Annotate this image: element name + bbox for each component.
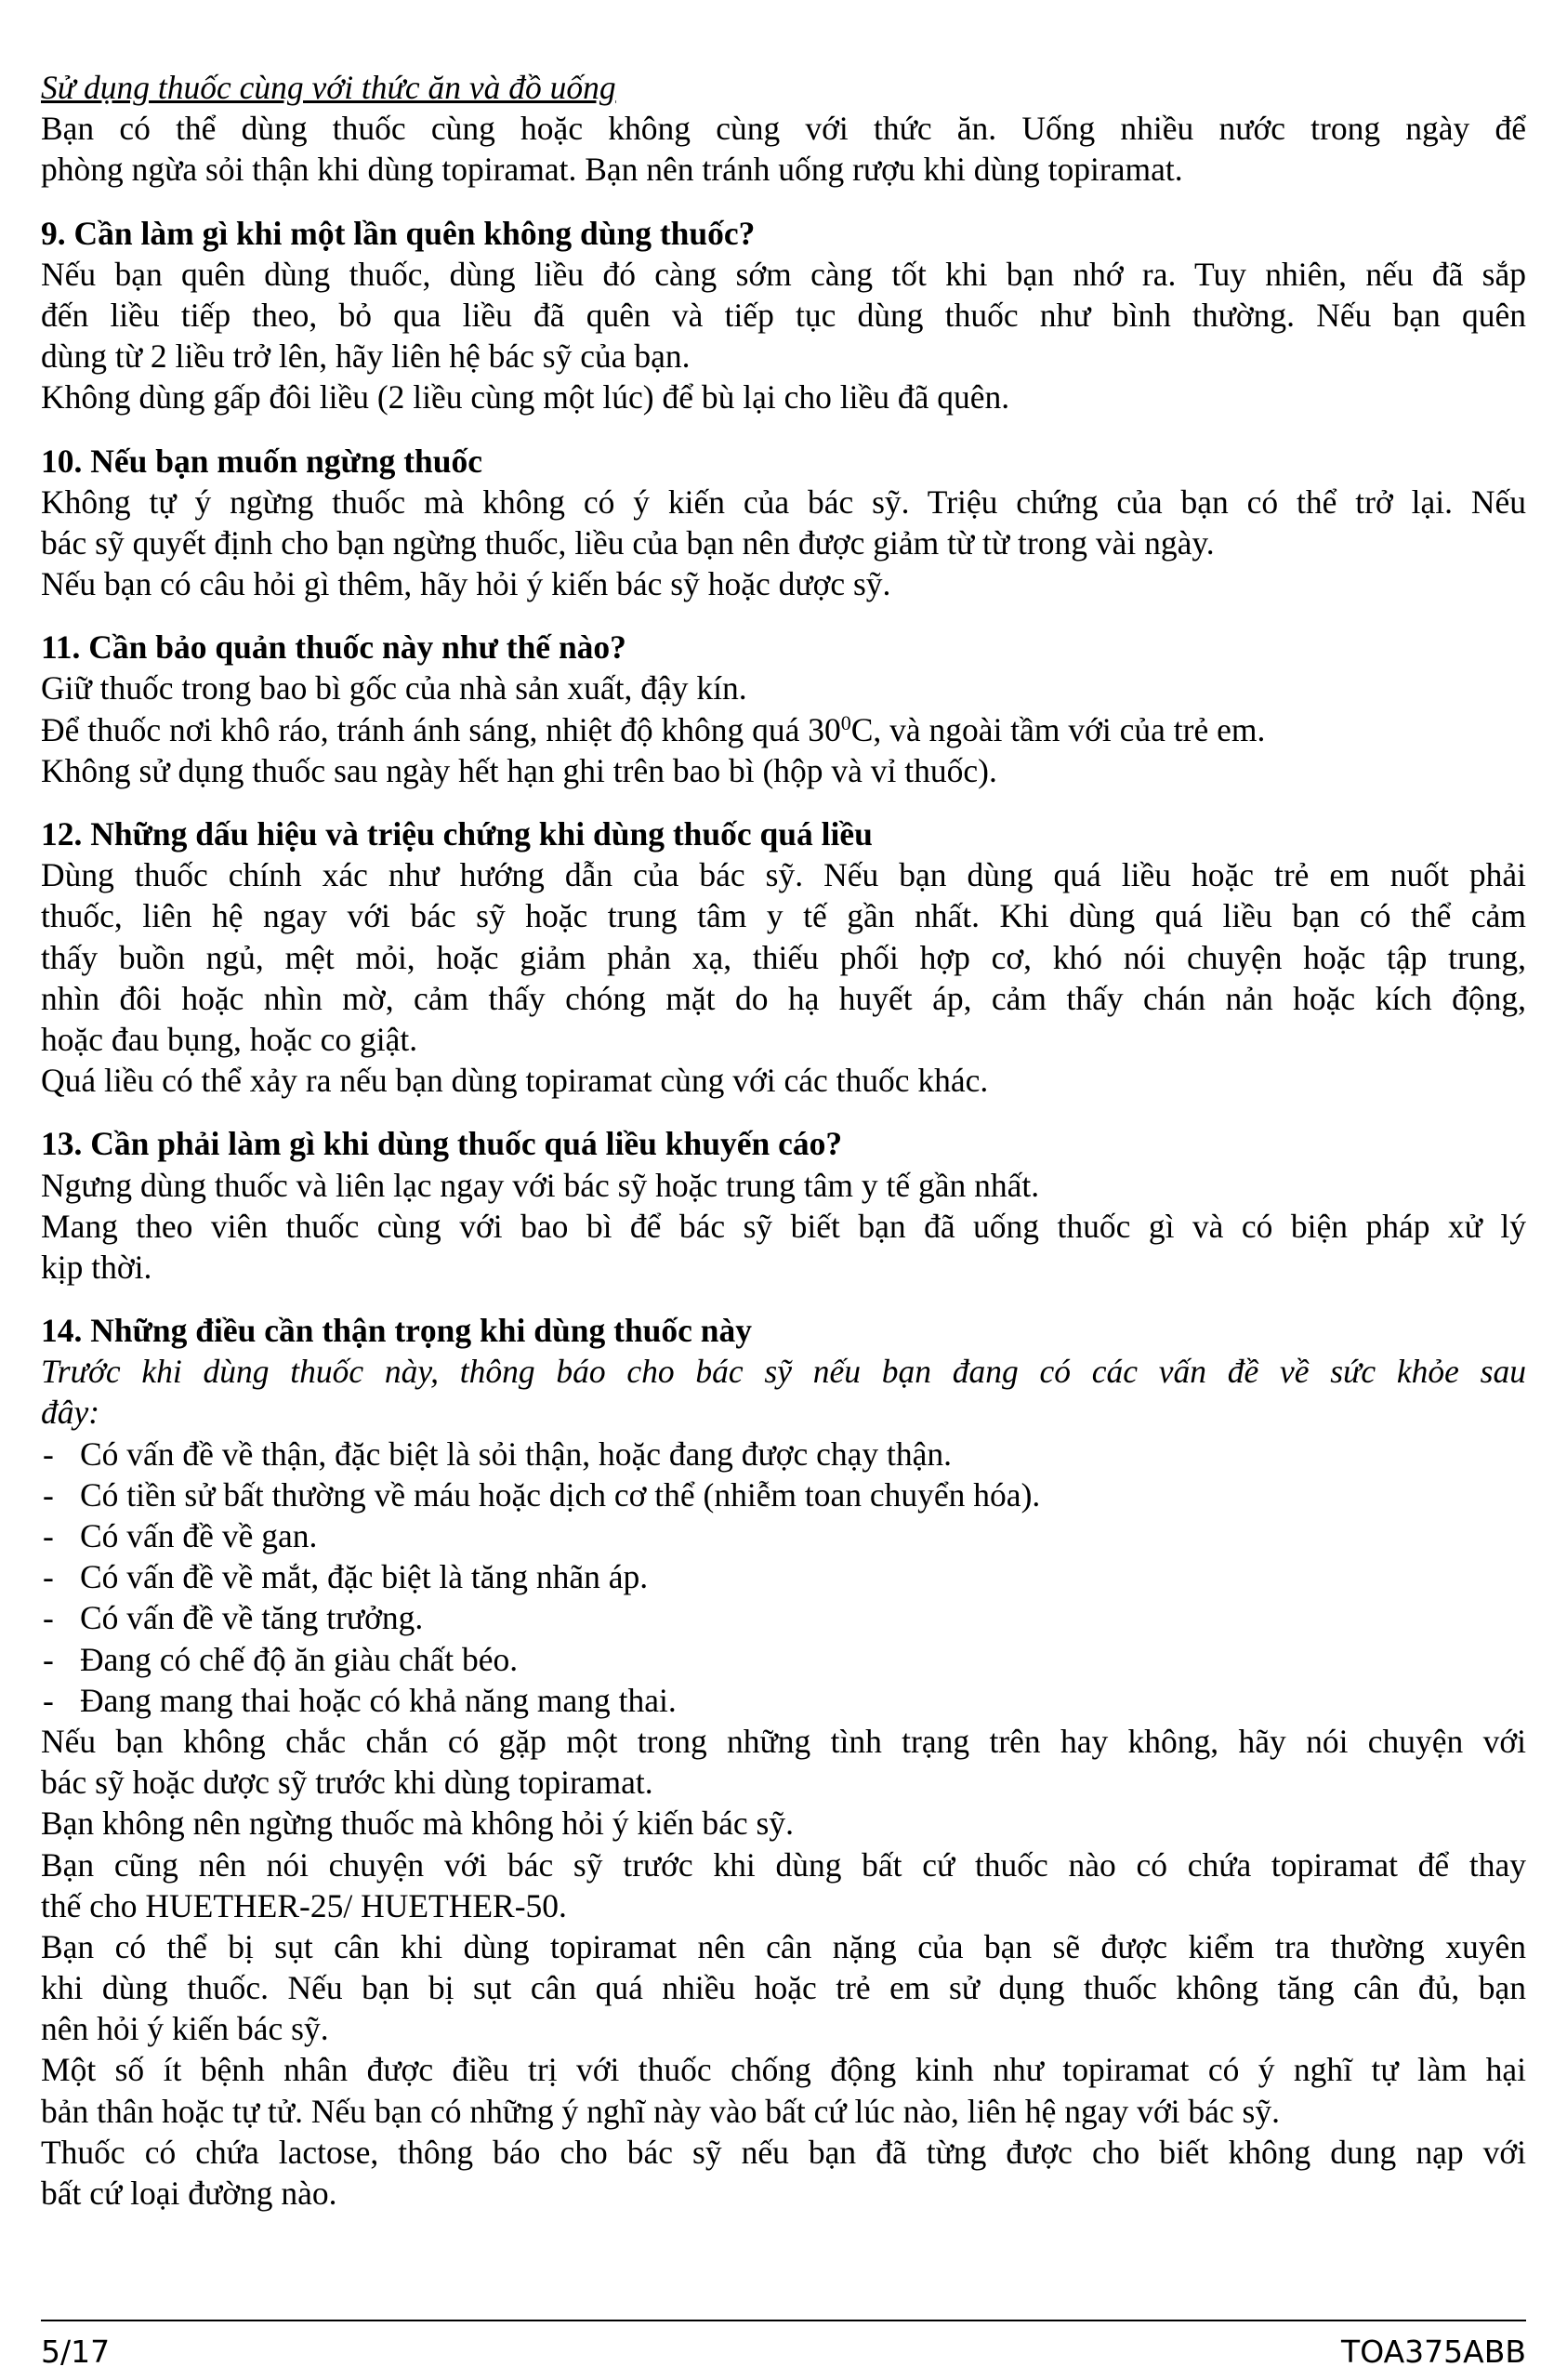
paragraph-line: hoặc đau bụng, hoặc co giật.: [41, 1020, 418, 1058]
paragraph-line: Bạn không nên ngừng thuốc mà không hỏi ý kiến bác sỹ.: [41, 1805, 794, 1843]
bullet-dash: -: [43, 1517, 54, 1554]
bullet-dash: -: [43, 1681, 54, 1719]
paragraph-line: Nếu bạn quên dùng thuốc, dùng liều đó càng sớm càng tốt khi bạn nhớ ra. Tuy nhiên, nếu đã sắp: [41, 255, 1526, 293]
list-item: [41, 1597, 1526, 1638]
paragraph-line: Không sử dụng thuốc sau ngày hết hạn ghi trên bao bì (hộp và vỉ thuốc).: [41, 751, 997, 789]
paragraph-line: Nếu bạn không chắc chắn có gặp một trong những tình trạng trên hay không, hãy nói chuyện với: [41, 1722, 1526, 1760]
paragraph-line: khi dùng thuốc. Nếu bạn bị sụt cân quá nhiều hoặc trẻ em sử dụng thuốc không tăng cân đủ, bạn: [41, 1969, 1526, 2007]
paragraph-line: Không dùng gấp đôi liều (2 liều cùng một lúc) để bù lại cho liều đã quên.: [41, 378, 1010, 416]
document-code: TOA375ABB: [1341, 2334, 1526, 2370]
section-13-heading: 13. Cần phải làm gì khi dùng thuốc quá liều khuyến cáo?: [41, 1125, 843, 1163]
list-item-text: Có vấn đề về gan.: [80, 1517, 318, 1554]
paragraph-line: nhìn đôi hoặc nhìn mờ, cảm thấy chóng mặt do hạ huyết áp, cảm thấy chán nản hoặc kích động,: [41, 979, 1526, 1017]
bullet-dash: -: [43, 1640, 54, 1678]
paragraph-line: Một số ít bệnh nhân được điều trị với thuốc chống động kinh như topiramat có ý nghĩ tự làm hại: [41, 2051, 1526, 2089]
bullet-dash: -: [43, 1435, 54, 1473]
list-item: [41, 1639, 1526, 1680]
paragraph-line: bản thân hoặc tự tử. Nếu bạn có những ý nghĩ này vào bất cứ lúc nào, liên hệ ngay với bác sỹ.: [41, 2092, 1280, 2130]
paragraph-line: Bạn có thể bị sụt cân khi dùng topiramat nên cân nặng của bạn sẽ được kiểm tra thường xuyên: [41, 1927, 1526, 1965]
list-item: [41, 1474, 1526, 1515]
list-item: [41, 1556, 1526, 1597]
section-11-heading: 11. Cần bảo quản thuốc này như thế nào?: [41, 628, 626, 667]
paragraph-line: Bạn có thể dùng thuốc cùng hoặc không cùng với thức ăn. Uống nhiều nước trong ngày để: [41, 110, 1526, 148]
list-item-text: Đang mang thai hoặc có khả năng mang thai.: [80, 1681, 677, 1719]
paragraph-line: phòng ngừa sỏi thận khi dùng topiramat. Bạn nên tránh uống rượu khi dùng topiramat.: [41, 151, 1183, 189]
paragraph-line: Mang theo viên thuốc cùng với bao bì để bác sỹ biết bạn đã uống thuốc gì và có biện pháp xử lý: [41, 1207, 1526, 1245]
footer-divider: [41, 2320, 1526, 2321]
list-item-text: Đang có chế độ ăn giàu chất béo.: [80, 1640, 519, 1678]
section-9-heading: 9. Cần làm gì khi một lần quên không dùng thuốc?: [41, 214, 756, 252]
paragraph-line: Ngưng dùng thuốc và liên lạc ngay với bác sỹ hoặc trung tâm y tế gần nhất.: [41, 1166, 1040, 1204]
food-drink-heading: Sử dụng thuốc cùng với thức ăn và đồ uống: [41, 69, 616, 106]
bullet-dash: -: [43, 1475, 54, 1514]
storage-text-post: C, và ngoài tầm với của trẻ em.: [850, 710, 1266, 748]
paragraph-line: [41, 709, 1526, 750]
paragraph-line: thấy buồn ngủ, mệt mỏi, hoặc giảm phản xạ, thiếu phối hợp cơ, khó nói chuyện hoặc tập trung,: [41, 938, 1526, 976]
paragraph-line: thế cho HUETHER-25/ HUETHER-50.: [41, 1886, 567, 1924]
paragraph-line: Bạn cũng nên nói chuyện với bác sỹ trước khi dùng bất cứ thuốc nào có chứa topiramat để thay: [41, 1845, 1526, 1884]
degree-superscript: 0: [840, 710, 851, 734]
list-item-text: Có vấn đề về thận, đặc biệt là sỏi thận, hoặc đang được chạy thận.: [80, 1435, 953, 1473]
list-item-text: Có tiền sử bất thường về máu hoặc dịch cơ thể (nhiễm toan chuyển hóa).: [80, 1475, 1041, 1514]
section-14-heading: 14. Những điều cần thận trọng khi dùng thuốc này: [41, 1312, 753, 1350]
paragraph-line: Quá liều có thể xảy ra nếu bạn dùng topiramat cùng với các thuốc khác.: [41, 1062, 989, 1100]
paragraph-line: bác sỹ quyết định cho bạn ngừng thuốc, liều của bạn nên được giảm từ từ trong vài ngày.: [41, 523, 1215, 562]
paragraph-line: bất cứ loại đường nào.: [41, 2175, 337, 2212]
page-number: 5/17: [41, 2334, 111, 2370]
paragraph-line: bác sỹ hoặc dược sỹ trước khi dùng topiramat.: [41, 1764, 653, 1802]
paragraph-line: đến liều tiếp theo, bỏ qua liều đã quên và tiếp tục dùng thuốc như bình thường. Nếu bạn quên: [41, 296, 1526, 334]
storage-text-pre: Để thuốc nơi khô ráo, tránh ánh sáng, nhiệt độ không quá 30: [41, 710, 841, 748]
section-12-heading: 12. Những dấu hiệu và triệu chứng khi dùng thuốc quá liều: [41, 815, 873, 853]
paragraph-line: Thuốc có chứa lactose, thông báo cho bác sỹ nếu bạn đã từng được cho biết không dung nạp với: [41, 2133, 1526, 2171]
list-item-text: Có vấn đề về tăng trưởng.: [80, 1599, 424, 1637]
paragraph-line: Dùng thuốc chính xác như hướng dẫn của bác sỹ. Nếu bạn dùng quá liều hoặc trẻ em nuốt phải: [41, 856, 1526, 894]
intro-line: đây:: [41, 1394, 100, 1432]
intro-line: Trước khi dùng thuốc này, thông báo cho bác sỹ nếu bạn đang có các vấn đề về sức khỏe sau: [41, 1353, 1526, 1391]
paragraph-line: dùng từ 2 liều trở lên, hãy liên hệ bác sỹ của bạn.: [41, 337, 691, 376]
paragraph-line: Nếu bạn có câu hỏi gì thêm, hãy hỏi ý kiến bác sỹ hoặc dược sỹ.: [41, 565, 891, 603]
paragraph-line: Không tự ý ngừng thuốc mà không có ý kiến của bác sỹ. Triệu chứng của bạn có thể trở lại. Nếu: [41, 483, 1526, 521]
list-item-text: Có vấn đề về mắt, đặc biệt là tăng nhãn áp.: [80, 1558, 649, 1596]
list-item: [41, 1680, 1526, 1721]
bullet-dash: -: [43, 1558, 54, 1596]
paragraph-line: thuốc, liên hệ ngay với bác sỹ hoặc trung tâm y tế gần nhất. Khi dùng quá liều bạn có thể cảm: [41, 897, 1526, 935]
paragraph-line: kịp thời.: [41, 1248, 152, 1286]
list-item: [41, 1434, 1526, 1474]
document-body: [41, 67, 1526, 2214]
list-item: [41, 1515, 1526, 1556]
bullet-dash: -: [43, 1599, 54, 1637]
paragraph-line: nên hỏi ý kiến bác sỹ.: [41, 2010, 329, 2048]
section-10-heading: 10. Nếu bạn muốn ngừng thuốc: [41, 442, 483, 480]
paragraph-line: Giữ thuốc trong bao bì gốc của nhà sản xuất, đậy kín.: [41, 669, 747, 707]
